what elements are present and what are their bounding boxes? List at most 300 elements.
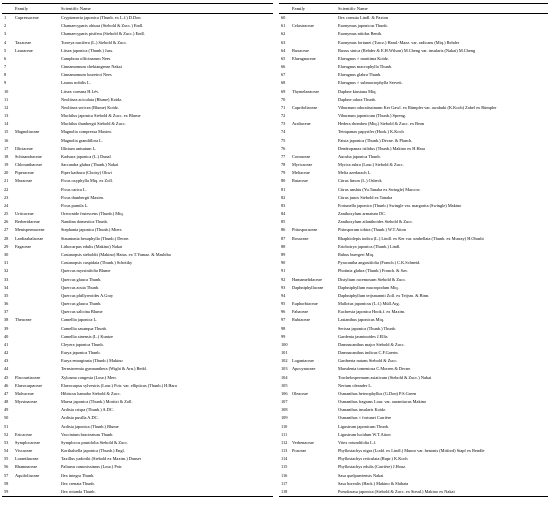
scientific-name-cell: Serissa japonica (Thunb.) Thunb.: [338, 325, 396, 331]
scientific-name-cell: Torreya nucifera (L.) Siebold & Zucc.: [61, 39, 128, 45]
family-cell: [15, 63, 61, 71]
family-cell: Cornaceae: [292, 153, 311, 159]
row-number: 83: [281, 202, 286, 208]
family-cell: [292, 210, 338, 218]
row-number: 35: [4, 292, 9, 298]
family-cell: [292, 243, 338, 251]
family-cell: Illiciaceae: [15, 145, 33, 151]
family-cell: Oleaceae: [292, 390, 308, 396]
table-row: [2, 243, 273, 251]
family-cell: [15, 414, 61, 422]
scientific-name-cell: Tetrapanax papyrifer (Hook.) K.Koch: [338, 129, 404, 135]
family-cell: Berberidaceae: [15, 219, 40, 225]
row-number: 88: [281, 243, 286, 249]
table-row: [279, 30, 548, 38]
row-number: 26: [4, 219, 9, 225]
table-row: [2, 251, 273, 259]
family-cell: [15, 104, 61, 112]
table-row: [279, 423, 548, 431]
table-row: [2, 439, 273, 447]
scientific-name-cell: Ilex rotunda Thunb.: [61, 488, 96, 494]
row-number: 105: [281, 382, 288, 388]
family-cell: [292, 202, 338, 210]
table-row: [2, 300, 273, 308]
table-row: [2, 382, 273, 390]
scientific-name-cell: Cleyera japonica Thunb.: [61, 341, 104, 347]
scientific-name-cell: Pseudosasa japonica (Siebold & Zucc. ex Steud.) Makino ex Nakai: [338, 488, 455, 494]
row-number: 56: [4, 464, 9, 470]
row-number: 65: [281, 55, 286, 61]
table-row: [2, 153, 273, 161]
table-row: [279, 480, 548, 488]
family-cell: [292, 71, 338, 79]
row-number: 110: [281, 423, 288, 429]
family-cell: [15, 365, 61, 373]
table-row: [2, 374, 273, 382]
scientific-name-cell: Cinnamomum chekiangense Nakai: [61, 64, 122, 70]
family-cell: [292, 186, 338, 194]
row-number: 14: [4, 121, 9, 127]
scientific-name-cell: Camphora officinarum Nees: [61, 55, 111, 61]
row-number: 93: [281, 284, 286, 290]
scientific-name-cell: Viburnum odoratissimum Ker Gawl. ex Rümpler var. awabuki (K.Koch) Zabel ex Rümpler: [338, 104, 497, 110]
family-cell: Myricaceae: [292, 162, 313, 168]
family-cell: Chloranthaceae: [15, 162, 43, 168]
family-cell: [15, 308, 61, 316]
row-number: 51: [4, 423, 9, 429]
table-row: [279, 398, 548, 406]
scientific-name-cell: Aucuba japonica Thunb.: [338, 153, 381, 159]
row-number: 5: [4, 47, 7, 53]
scientific-name-cell: Zanthoxylum ailanthoides Siebold & Zucc.: [338, 219, 414, 225]
row-number: 81: [281, 186, 286, 192]
row-number: 82: [281, 194, 286, 200]
row-number: 113: [281, 448, 288, 454]
row-number: 58: [4, 480, 9, 486]
scientific-name-cell: Distylium racemosum Siebold & Zucc.: [338, 276, 407, 282]
table-row: [2, 349, 273, 357]
table-row: [2, 447, 273, 455]
table-row: [2, 431, 273, 439]
table-row: [279, 104, 548, 112]
table-row: [279, 357, 548, 365]
family-cell: Loganiaceae: [292, 358, 314, 364]
row-number: 36: [4, 301, 9, 307]
row-number: 3: [4, 31, 7, 37]
family-cell: Viscaceae: [15, 448, 33, 454]
row-number: 104: [281, 374, 288, 380]
scientific-name-cell: Piper kadsura (Choisy) Ohwi: [61, 170, 112, 176]
scientific-name-cell: Zanthoxylum armatum DC.: [338, 211, 387, 217]
scientific-name-cell: Stauntonia hexaphylla (Thunb.) Decne.: [61, 235, 130, 241]
table-row: [2, 128, 273, 136]
table-row: [279, 128, 548, 136]
row-number: 108: [281, 407, 288, 413]
family-cell: [15, 259, 61, 267]
scientific-name-column-header: Scientific Name: [61, 6, 91, 11]
family-cell: Buxaceae: [292, 47, 309, 53]
scientific-name-cell: Lasianthus japonicus Miq.: [338, 317, 384, 323]
family-cell: [292, 218, 338, 226]
row-number: 19: [4, 162, 9, 168]
family-cell: Lauraceae: [15, 47, 33, 53]
row-number: 55: [4, 456, 9, 462]
table-row: [279, 284, 548, 292]
row-number: 80: [281, 178, 286, 184]
table-row: [279, 341, 548, 349]
table-row: [2, 292, 273, 300]
family-cell: [15, 357, 61, 365]
row-number: 42: [4, 350, 9, 356]
table-row: [279, 235, 548, 243]
row-number: 68: [281, 80, 286, 86]
table-row: [279, 292, 548, 300]
family-cell: [292, 341, 338, 349]
scientific-name-cell: Magnolia compressa Maxim.: [61, 129, 112, 135]
scientific-name-cell: Daphniphyllum teijsmannii Zoll. ex Teijsm. & Binn.: [338, 292, 430, 298]
family-cell: Thymelaeaceae: [292, 88, 320, 94]
family-cell: [292, 431, 338, 439]
scientific-name-cell: Ligustrum japonicum Thunb.: [338, 423, 389, 429]
family-cell: [15, 480, 61, 488]
scientific-name-cell: Castanopsis sieboldii (Makino) Hatus. ex T.Yamaz. & Mashiba: [61, 251, 171, 257]
scientific-name-cell: Citrus limon (L.) Osbeck: [338, 178, 382, 184]
family-cell: [292, 267, 338, 275]
row-number: 109: [281, 415, 288, 421]
family-cell: Apocynaceae: [292, 366, 316, 372]
scientific-name-cell: Daphne odora Thunb.: [338, 96, 376, 102]
row-number: 75: [281, 137, 286, 143]
table-row: [2, 472, 273, 480]
table-row: [279, 276, 548, 284]
family-cell: [15, 333, 61, 341]
scientific-name-cell: Quercus salicina Blume: [61, 309, 103, 315]
scientific-name-cell: Kadsura japonica (L.) Dunal: [61, 153, 111, 159]
table-row: [279, 447, 548, 455]
scientific-name-cell: Osmanthus insularis Koidz.: [338, 407, 387, 413]
table-row: [279, 210, 548, 218]
scientific-name-cell: Sasa borealis (Hack.) Makino & Shibata: [338, 480, 409, 486]
family-cell: [292, 30, 338, 38]
table-row: [2, 63, 273, 71]
row-number: 112: [281, 439, 288, 445]
table-row: [2, 22, 273, 30]
table-row: [2, 333, 273, 341]
family-cell: [292, 349, 338, 357]
family-cell: [15, 79, 61, 87]
scientific-name-cell: Elaeagnus × submacrophylla Servett.: [338, 80, 403, 86]
table-row: [279, 63, 548, 71]
table-row: [2, 259, 273, 267]
row-number: 12: [4, 104, 9, 110]
family-cell: Symplocaceae: [15, 439, 41, 445]
table-row: [2, 325, 273, 333]
family-cell: [15, 137, 61, 145]
family-cell: [15, 71, 61, 79]
row-number: 103: [281, 366, 288, 372]
table-row: [279, 259, 548, 267]
scientific-name-cell: Damnacanthus indicus C.F.Gaertn.: [338, 350, 399, 356]
scientific-name-cell: Machilus thunbergii Siebold & Zucc.: [61, 121, 126, 127]
table-row: [2, 47, 273, 55]
row-number: 31: [4, 260, 9, 266]
scientific-name-cell: Damnacanthus major Siebold & Zucc.: [338, 341, 405, 347]
family-cell: [292, 137, 338, 145]
scientific-name-cell: Gardenia jasminoides J.Ellis: [338, 333, 388, 339]
row-number: 24: [4, 202, 9, 208]
family-cell: Caprifoliaceae: [292, 104, 318, 110]
row-number: 95: [281, 301, 286, 307]
family-cell: Taxaceae: [15, 39, 32, 45]
scientific-name-cell: Ligustrum lucidum W.T.Aiton: [338, 431, 391, 437]
family-cell: [15, 406, 61, 414]
row-number: 6: [4, 55, 7, 61]
table-row: [2, 161, 273, 169]
row-number: 9: [4, 80, 7, 86]
table-row: [2, 480, 273, 488]
table-row: [279, 71, 548, 79]
scientific-name-cell: Chamaecyparis pisifera (Siebold & Zucc.) Endl.: [61, 31, 145, 37]
scientific-name-cell: Citrus junos Siebold ex Tanaka: [338, 194, 393, 200]
row-number: 91: [281, 268, 286, 274]
row-number: 92: [281, 276, 286, 282]
family-cell: Fabaceae: [292, 309, 309, 315]
species-table-right: [279, 3, 548, 497]
table-row: [279, 186, 548, 194]
row-number: 18: [4, 153, 9, 159]
table-row: [279, 267, 548, 275]
family-cell: [292, 96, 338, 104]
family-cell: [15, 292, 61, 300]
table-row: [279, 218, 548, 226]
table-row: [279, 161, 548, 169]
family-cell: [15, 96, 61, 104]
family-cell: [15, 341, 61, 349]
scientific-name-cell: Castanopsis cuspidata (Thunb.) Schottky: [61, 260, 133, 266]
scientific-name-cell: Camellia japonica L.: [61, 317, 98, 323]
table-row: [2, 194, 273, 202]
scientific-name-cell: Nerium oleander L.: [338, 382, 373, 388]
row-number: 102: [281, 358, 288, 364]
row-number: 89: [281, 251, 286, 257]
scientific-name-cell: Quercus myrsinifolia Blume: [61, 268, 111, 274]
scientific-name-cell: Elaeagnus × maritima Koidz.: [338, 55, 389, 61]
table-row: [279, 365, 548, 373]
row-number: 4: [4, 39, 7, 45]
scientific-name-cell: Gardneria nutans Siebold & Zucc.: [338, 358, 398, 364]
family-cell: Verbenaceae: [292, 439, 314, 445]
family-cell: [15, 186, 61, 194]
family-cell: [292, 382, 338, 390]
table-row: [2, 79, 273, 87]
scientific-name-cell: Litsea coreana H.Lév.: [61, 88, 100, 94]
row-number: 50: [4, 415, 9, 421]
row-number: 44: [4, 366, 9, 372]
row-number: 76: [281, 145, 286, 151]
row-number: 27: [4, 227, 9, 233]
number-column-header: [2, 4, 15, 13]
scientific-name-cell: Litsea japonica (Thunb.) Juss.: [61, 47, 114, 53]
family-cell: Theaceae: [15, 317, 32, 323]
row-number: 32: [4, 268, 9, 274]
table-row: [2, 218, 273, 226]
scientific-name-cell: Daphne kiusiana Miq.: [338, 88, 377, 94]
table-row: [279, 439, 548, 447]
table-row: [2, 276, 273, 284]
family-cell: [15, 325, 61, 333]
scientific-name-cell: Camellia sasanqua Thunb.: [61, 325, 107, 331]
row-number: 2: [4, 23, 7, 29]
row-number: 11: [4, 96, 9, 102]
row-number: 94: [281, 292, 286, 298]
row-number: 38: [4, 317, 9, 323]
table-row: [2, 226, 273, 234]
family-cell: [292, 472, 338, 480]
family-cell: [292, 333, 338, 341]
scientific-name-cell: Phyllostachys reticulata (Rupr.) K.Koch: [338, 456, 408, 462]
table-row: [279, 251, 548, 259]
scientific-name-cell: Cinnamomum loureiroi Nees: [61, 72, 112, 78]
family-cell: [15, 423, 61, 431]
family-cell: Rutaceae: [292, 178, 308, 184]
scientific-name-cell: Pittosporum tobira (Thunb.) W.T.Aiton: [338, 227, 406, 233]
family-cell: [292, 63, 338, 71]
row-number: 28: [4, 235, 9, 241]
row-number: 63: [281, 39, 286, 45]
number-column-header: [279, 4, 292, 13]
table-row: [2, 96, 273, 104]
family-cell: [292, 423, 338, 431]
row-number: 7: [4, 64, 7, 70]
row-number: 46: [4, 382, 9, 388]
table-row: [279, 79, 548, 87]
table-row: [279, 308, 548, 316]
row-number: 79: [281, 170, 286, 176]
scientific-name-cell: Daphniphyllum macropodum Miq.: [338, 284, 399, 290]
family-cell: Celastraceae: [292, 23, 314, 29]
table-row: [279, 374, 548, 382]
family-cell: [15, 300, 61, 308]
family-cell: [292, 398, 338, 406]
table-row: [279, 488, 548, 496]
table-row: [2, 71, 273, 79]
family-cell: [15, 251, 61, 259]
table-row: [2, 235, 273, 243]
table-row: [2, 177, 273, 185]
table-row: [2, 357, 273, 365]
table-row: [279, 455, 548, 463]
family-cell: Araliaceae: [292, 121, 311, 127]
table-row: [279, 382, 548, 390]
family-cell: [292, 251, 338, 259]
family-cell: Euphorbiaceae: [292, 301, 318, 307]
row-number: 66: [281, 64, 286, 70]
table-row: [2, 104, 273, 112]
row-number: 111: [281, 431, 288, 437]
family-cell: [292, 194, 338, 202]
table-row: [2, 463, 273, 471]
family-cell: [15, 120, 61, 128]
scientific-name-cell: Ficus carica L.: [61, 186, 87, 192]
row-number: 67: [281, 72, 286, 78]
table-row: [2, 112, 273, 120]
scientific-name-cell: Taxillus yadoriki (Siebold ex Maxim.) Danser: [61, 456, 142, 462]
family-cell: [15, 284, 61, 292]
scientific-name-cell: Osmanthus heterophyllus (G.Don) P.S.Green: [338, 390, 417, 396]
row-number: 62: [281, 31, 286, 37]
row-number: 21: [4, 178, 9, 184]
scientific-name-cell: Korthalsella japonica (Thunb.) Engl.: [61, 448, 125, 454]
row-number: 48: [4, 399, 9, 405]
scientific-name-cell: Elaeocarpus sylvestris (Lour.) Poir. var. ellipticus (Thunb.) H.Hara: [61, 382, 177, 388]
scientific-name-cell: Quercus glauca Thunb.: [61, 301, 102, 307]
family-cell: Urticaceae: [15, 211, 34, 217]
scientific-name-cell: Lithocarpus edulis (Makino) Nakai: [61, 243, 123, 249]
table-row: [2, 39, 273, 47]
row-number: 52: [4, 431, 9, 437]
row-number: 54: [4, 448, 9, 454]
scientific-name-cell: Buxus sinica (Rehder & E.H.Wilson) M.Cheng var. insularis (Nakai) M.Cheng: [338, 47, 476, 53]
row-number: 13: [4, 113, 9, 119]
row-number: 116: [281, 472, 288, 478]
table-row: [2, 186, 273, 194]
scientific-name-cell: Paliurus ramosissimus (Lour.) Poir.: [61, 464, 123, 470]
family-cell: Menispermaceae: [15, 227, 45, 233]
family-cell: Daphniphyllaceae: [292, 284, 324, 290]
row-number: 16: [4, 137, 9, 143]
scientific-name-cell: Pyracantha angustifolia (Franch.) C.K.Schneid.: [338, 260, 421, 266]
family-cell: Cupressaceae: [15, 15, 39, 20]
scientific-name-cell: Vaccinium bracteatum Thunb.: [61, 431, 114, 437]
family-column-header: Family: [292, 6, 306, 11]
row-number: 23: [4, 194, 9, 200]
family-cell: Piperaceae: [15, 170, 34, 176]
row-number: 117: [281, 480, 288, 486]
scientific-name-cell: Euonymus fortunei (Turcz.) Hand.-Mazz. var. radicans (Miq.) Rehder: [338, 39, 460, 45]
table-row: [2, 284, 273, 292]
scientific-name-cell: Phyllostachys nigra (Lodd. ex Lindl.) Munro var. henonis (Mitford) Stapf ex Rendle: [338, 448, 485, 454]
table-row: [2, 423, 273, 431]
table-row: [279, 137, 548, 145]
scientific-name-cell: Euonymus japonicus Thunb.: [338, 23, 388, 29]
table-row: [2, 341, 273, 349]
table-row: [279, 88, 548, 96]
table-row: [279, 120, 548, 128]
scientific-name-cell: Chamaecyparis obtusa (Siebold & Zucc.) Endl.: [61, 23, 144, 29]
table-row: [2, 30, 273, 38]
scientific-name-cell: Machilus japonica Siebold & Zucc. ex Blume: [61, 113, 141, 119]
family-cell: Malvaceae: [15, 390, 34, 396]
family-cell: [15, 30, 61, 38]
row-number: 45: [4, 374, 9, 380]
scientific-name-column-header: Scientific Name: [338, 6, 368, 11]
table-row: [279, 463, 548, 471]
scientific-name-cell: Ardisia crispa (Thunb.) A.DC.: [61, 407, 114, 413]
scientific-name-cell: Ficus oxyphylla Miq. ex Zoll.: [61, 178, 113, 184]
table-row: [279, 47, 548, 55]
row-number: 33: [4, 276, 9, 282]
family-cell: Lardizabalaceae: [15, 235, 44, 241]
row-number: 64: [281, 47, 286, 53]
row-number: 29: [4, 243, 9, 249]
scientific-name-cell: Viburnum japonicum (Thunb.) Spreng.: [338, 113, 406, 119]
row-number: 10: [4, 88, 9, 94]
row-number: 78: [281, 162, 286, 168]
family-cell: Loranthaceae: [15, 456, 39, 462]
row-number: 22: [4, 186, 9, 192]
family-cell: Rubiaceae: [292, 317, 311, 323]
family-cell: [292, 79, 338, 87]
